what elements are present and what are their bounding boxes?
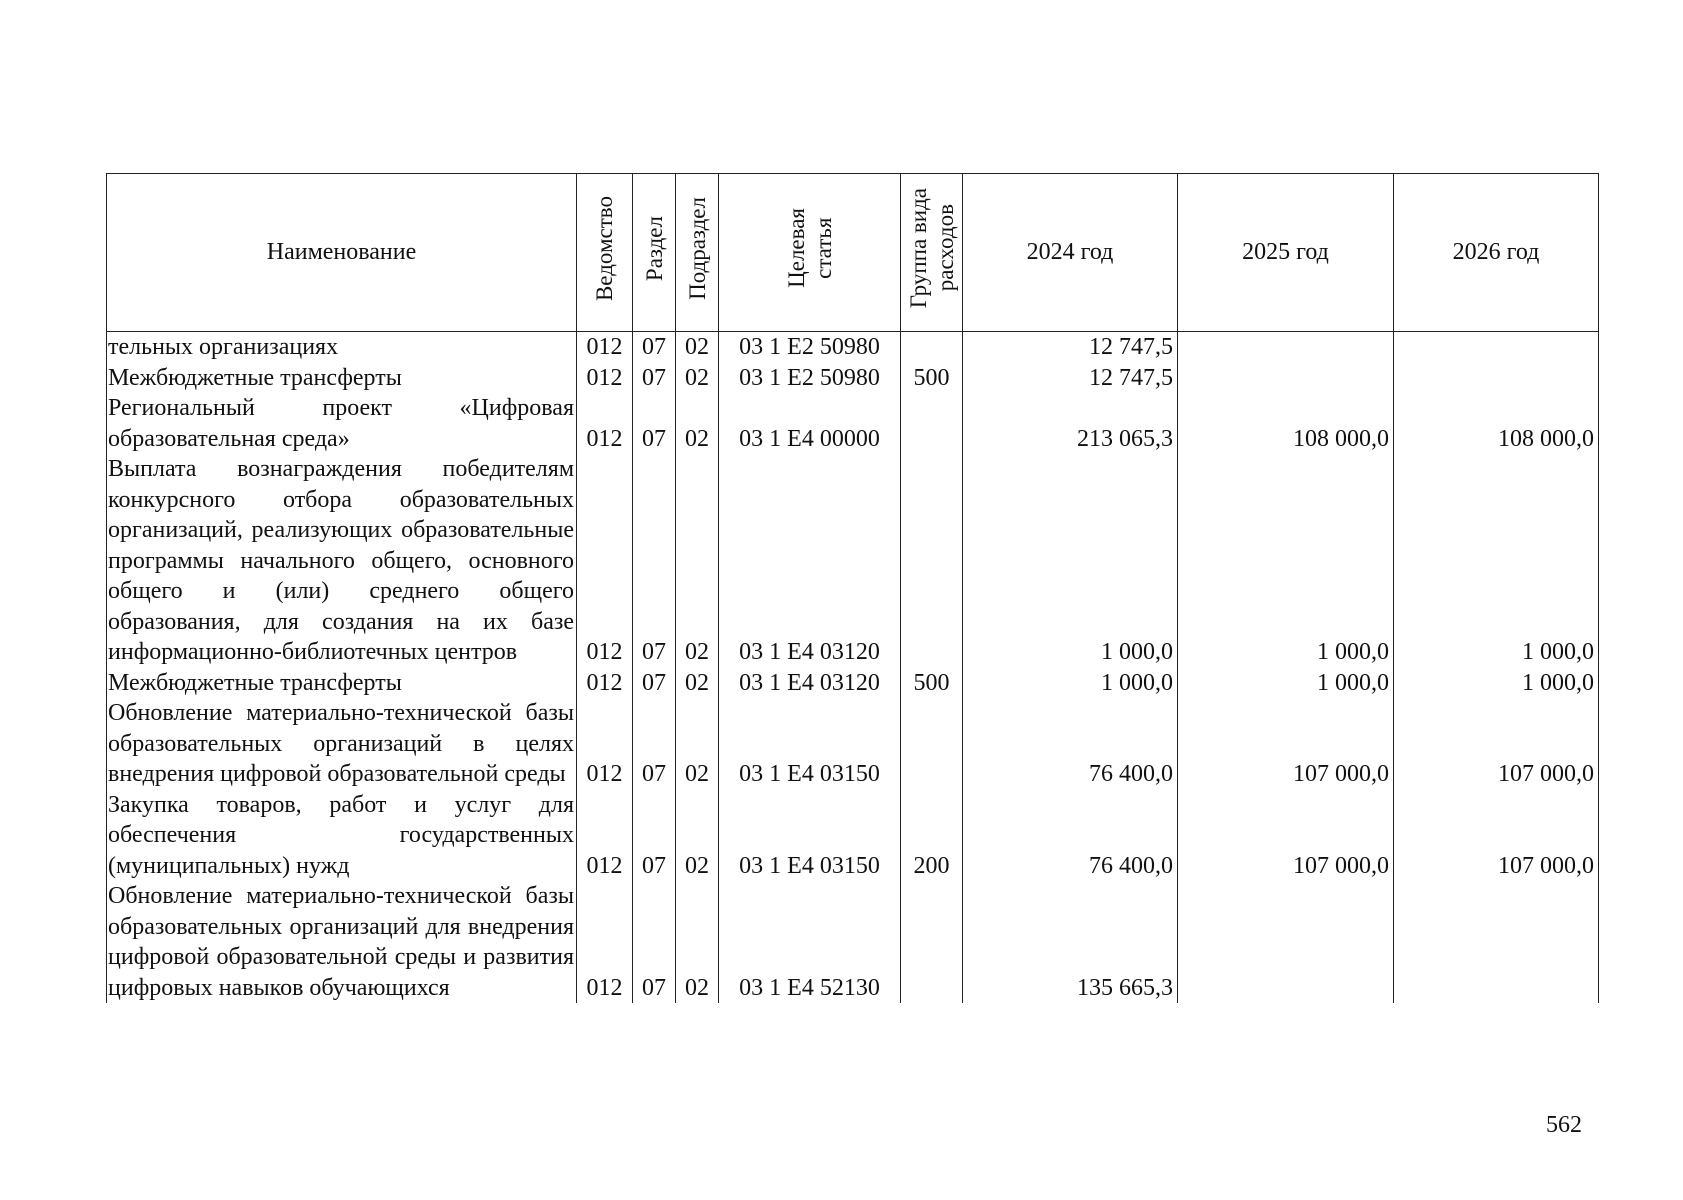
row-razdel: 07 xyxy=(633,393,676,454)
header-celevaya-statya: Целевая статья xyxy=(783,208,836,289)
table-row xyxy=(107,393,1599,454)
row-razdel: 07 xyxy=(633,668,676,699)
row-celevaya-statya: 03 1 E4 03150 xyxy=(719,698,901,790)
header-vedomstvo: Ведомство xyxy=(592,195,617,301)
table-row xyxy=(107,363,1599,394)
row-amount-2025 xyxy=(1178,881,1394,1003)
row-amount-2026: 1 000,0 xyxy=(1394,668,1599,699)
header-razdel: Раздел xyxy=(641,215,667,281)
row-amount-2024: 12 747,5 xyxy=(963,363,1178,394)
row-amount-2025: 1 000,0 xyxy=(1178,668,1394,699)
row-amount-2025: 1 000,0 xyxy=(1178,454,1394,668)
row-amount-2026: 1 000,0 xyxy=(1394,454,1599,668)
row-amount-2025: 108 000,0 xyxy=(1178,393,1394,454)
row-celevaya-statya: 03 1 E2 50980 xyxy=(719,363,901,394)
row-name: Закупка товаров, работ и услуг для обеспечения государственных (муниципальных) нужд xyxy=(107,790,577,882)
budget-table xyxy=(106,173,1599,1003)
header-gruppa-vida-rashodov: Группа вида расходов xyxy=(905,188,958,309)
row-name: тельных организациях xyxy=(107,332,577,363)
header-podrazdel-cell xyxy=(676,174,719,332)
row-gruppa xyxy=(901,881,963,1003)
row-podrazdel: 02 xyxy=(676,363,719,394)
row-razdel: 07 xyxy=(633,698,676,790)
row-gruppa: 500 xyxy=(901,363,963,394)
header-year-2024: 2024 год xyxy=(963,174,1178,332)
row-gruppa xyxy=(901,332,963,363)
row-celevaya-statya: 03 1 E4 52130 xyxy=(719,881,901,1003)
row-vedomstvo: 012 xyxy=(577,393,633,454)
table-row xyxy=(107,668,1599,699)
row-podrazdel: 02 xyxy=(676,881,719,1003)
row-celevaya-statya: 03 1 E2 50980 xyxy=(719,332,901,363)
row-podrazdel: 02 xyxy=(676,790,719,882)
row-amount-2026 xyxy=(1394,363,1599,394)
table-header xyxy=(107,174,1599,332)
page-number: 562 xyxy=(1546,1112,1582,1138)
row-amount-2026: 107 000,0 xyxy=(1394,698,1599,790)
row-razdel: 07 xyxy=(633,332,676,363)
row-name: Межбюджетные трансферты xyxy=(107,363,577,394)
row-amount-2026: 107 000,0 xyxy=(1394,790,1599,882)
row-gruppa: 200 xyxy=(901,790,963,882)
row-amount-2024: 76 400,0 xyxy=(963,790,1178,882)
row-vedomstvo: 012 xyxy=(577,698,633,790)
row-podrazdel: 02 xyxy=(676,332,719,363)
table-row xyxy=(107,332,1599,363)
row-name: Выплата вознаграждения победителям конкурсного отбора образовательных организаций, реализующих образовательные программы начального общего, основного общего и (или) среднего общего образования, для создания на их базе информационно-библиотечных центров xyxy=(107,454,577,668)
row-amount-2025: 107 000,0 xyxy=(1178,698,1394,790)
row-amount-2026 xyxy=(1394,332,1599,363)
header-vedomstvo-cell xyxy=(577,174,633,332)
row-celevaya-statya: 03 1 E4 03120 xyxy=(719,454,901,668)
row-razdel: 07 xyxy=(633,454,676,668)
header-name: Наименование xyxy=(107,174,577,332)
row-razdel: 07 xyxy=(633,881,676,1003)
row-name: Обновление материально-технической базы образовательных организаций в целях внедрения цифровой образовательной среды xyxy=(107,698,577,790)
row-amount-2026 xyxy=(1394,881,1599,1003)
row-vedomstvo: 012 xyxy=(577,332,633,363)
header-razdel-cell xyxy=(633,174,676,332)
table-row xyxy=(107,698,1599,790)
row-name: Межбюджетные трансферты xyxy=(107,668,577,699)
row-razdel: 07 xyxy=(633,790,676,882)
row-gruppa xyxy=(901,454,963,668)
row-vedomstvo: 012 xyxy=(577,668,633,699)
header-gruppa-cell xyxy=(901,174,963,332)
row-podrazdel: 02 xyxy=(676,454,719,668)
row-podrazdel: 02 xyxy=(676,698,719,790)
row-amount-2024: 76 400,0 xyxy=(963,698,1178,790)
row-vedomstvo: 012 xyxy=(577,790,633,882)
header-year-2025: 2025 год xyxy=(1178,174,1394,332)
table-body xyxy=(107,332,1599,1004)
row-podrazdel: 02 xyxy=(676,668,719,699)
row-celevaya-statya: 03 1 E4 00000 xyxy=(719,393,901,454)
row-gruppa xyxy=(901,698,963,790)
row-razdel: 07 xyxy=(633,363,676,394)
row-vedomstvo: 012 xyxy=(577,881,633,1003)
row-name: Обновление материально-технической базы образовательных организаций для внедрения цифровой образовательной среды и развития цифровых навыков обучающихся xyxy=(107,881,577,1003)
row-name: Региональный проект «Цифровая образовательная среда» xyxy=(107,393,577,454)
row-amount-2026: 108 000,0 xyxy=(1394,393,1599,454)
row-amount-2024: 12 747,5 xyxy=(963,332,1178,363)
row-amount-2025: 107 000,0 xyxy=(1178,790,1394,882)
header-year-2026: 2026 год xyxy=(1394,174,1599,332)
table-row xyxy=(107,881,1599,1003)
row-celevaya-statya: 03 1 E4 03120 xyxy=(719,668,901,699)
row-amount-2024: 213 065,3 xyxy=(963,393,1178,454)
row-amount-2024: 1 000,0 xyxy=(963,454,1178,668)
row-podrazdel: 02 xyxy=(676,393,719,454)
row-celevaya-statya: 03 1 E4 03150 xyxy=(719,790,901,882)
row-amount-2024: 1 000,0 xyxy=(963,668,1178,699)
header-podrazdel: Подраздел xyxy=(684,196,710,300)
header-celevaya-statya-cell xyxy=(719,174,901,332)
row-gruppa: 500 xyxy=(901,668,963,699)
row-amount-2024: 135 665,3 xyxy=(963,881,1178,1003)
row-amount-2025 xyxy=(1178,332,1394,363)
row-vedomstvo: 012 xyxy=(577,454,633,668)
table-row xyxy=(107,454,1599,668)
row-amount-2025 xyxy=(1178,363,1394,394)
row-gruppa xyxy=(901,393,963,454)
row-vedomstvo: 012 xyxy=(577,363,633,394)
table-row xyxy=(107,790,1599,882)
